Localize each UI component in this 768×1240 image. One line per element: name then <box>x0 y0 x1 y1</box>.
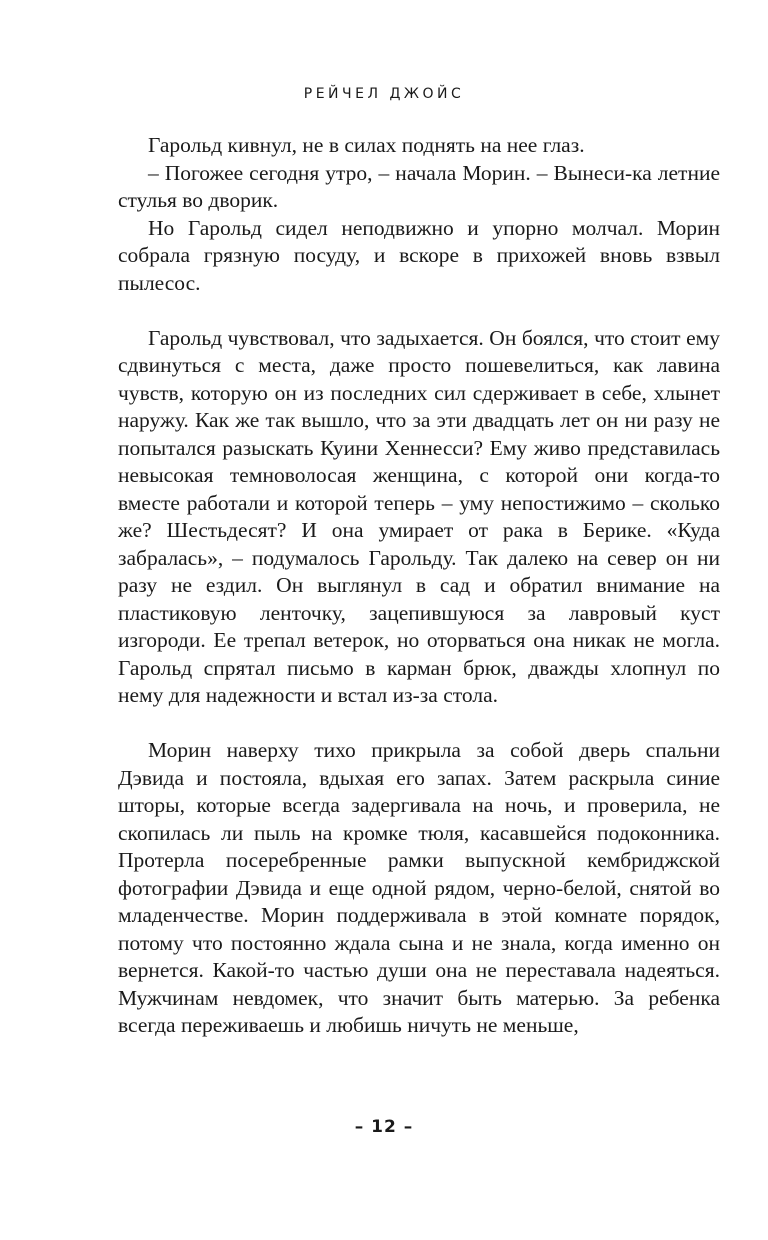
text-section-3 <box>118 737 720 1040</box>
running-head-author: РЕЙЧЕЛ ДЖОЙС <box>303 86 465 102</box>
text-section-1 <box>118 132 720 297</box>
page-number: – 12 – <box>354 1117 414 1137</box>
paragraph: – Погожее сегодня утро, – начала Морин. – Вынеси-ка летние стулья во дворик. <box>118 160 720 212</box>
paragraph: Гарольд кивнул, не в силах поднять на нее глаз. <box>148 133 585 157</box>
text-section-2 <box>118 325 720 710</box>
paragraph: Но Гарольд сидел неподвижно и упорно молчал. Морин собрала грязную посуду, и вскоре в прихожей вновь взвыл пылесос. <box>118 215 720 295</box>
paragraph: Гарольд чувствовал, что задыхается. Он боялся, что стоит ему сдвинуться с места, даже просто пошевелиться, как лавина чувств, которую он из последних сил сдерживает в себе, хлынет наружу. Как же так вышло, что за эти двадцать лет он ни разу не попытался разыскать Куини Хеннесси? Ему живо представилась невысокая темноволосая женщина, с которой они когда-то вместе работали и которой теперь – уму непостижимо – сколько же? Шестьдесят? И она умирает от рака в Берике. «Куда забралась», – подумалось Гарольду. Так далеко на север он ни разу не ездил. Он выглянул в сад и обратил внимание на пластиковую ленточку, зацепившуюся за лавровый куст изгороди. Ее трепал ветерок, но оторваться она никак не могла. Гарольд спрятал письмо в карман брюк, дважды хлопнул по нему для надежности и встал из-за стола. <box>118 325 720 707</box>
body-text <box>118 132 720 1040</box>
paragraph: Морин наверху тихо прикрыла за собой дверь спальни Дэвида и постояла, вдыхая его запах. Затем раскрыла синие шторы, которые всегда задергивала на ночь, и проверила, не скопилась ли пыль на кромке тюля, касавшейся подоконника. Протерла посеребренные рамки выпускной кембриджской фотографии Дэвида и еще одной рядом, черно-белой, снятой во младенчестве. Морин поддерживала в этой комнате порядок, потому что постоянно ждала сына и не знала, когда именно он вернется. Какой-то частью души она не переставала надеяться. Мужчинам невдомек, что значит быть матерью. За ребенка всегда переживаешь и любишь ничуть не меньше, <box>118 738 720 1037</box>
